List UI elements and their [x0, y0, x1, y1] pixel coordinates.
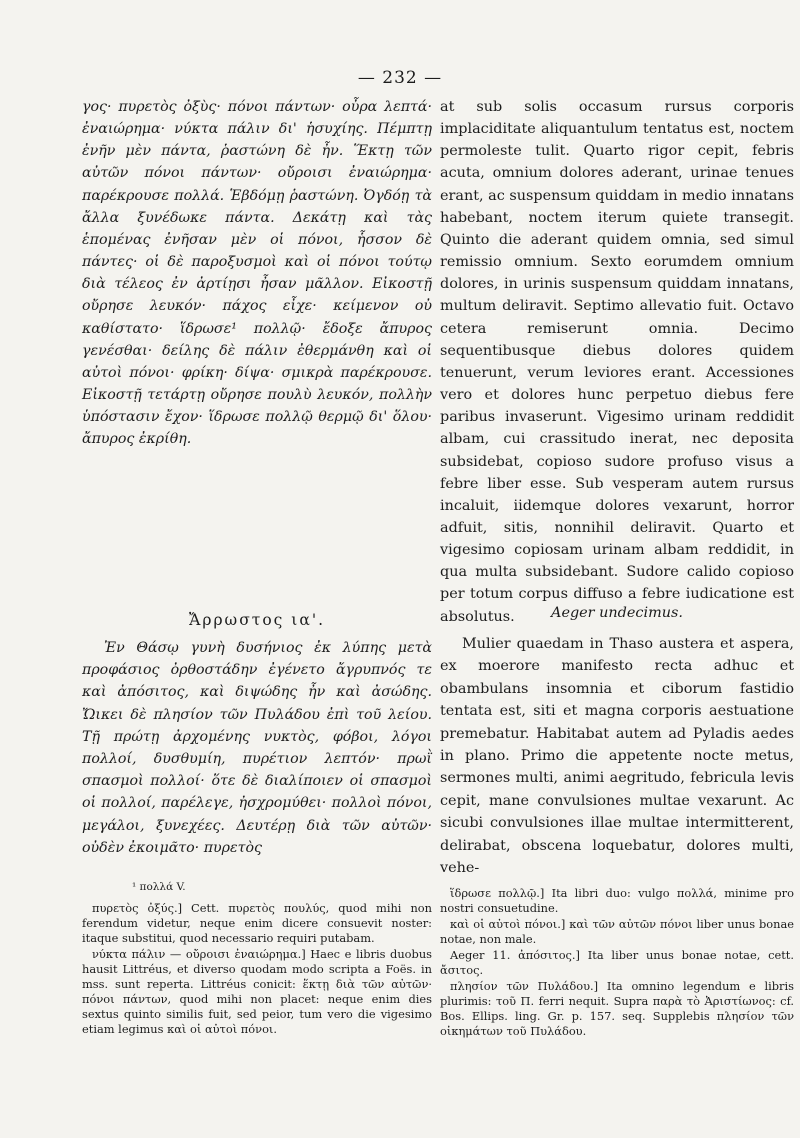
- footnote-paragraph: πλησίον τῶν Πυλάδου.] Ita omnino legendum e libris plurimis: τοῦ Π. ferri nequit. Supra παρὰ τὸ Ἀριστίωνος: cf. Bos. Ellips. ling. Gr. p. 157. seq. Supplebis πλησίον τῶν οἰκημάτων τοῦ Πυλάδου.: [440, 979, 794, 1038]
- greek-text-column-bottom: Ἐν Θάσῳ γυνὴ δυσήνιος ἐκ λύπης μετὰ προφάσιος ὀρθοστάδην ἐγένετο ἄγρυπνός τε καὶ ἀπόσιτος, καὶ διψώδης ἦν καὶ ἀσώδης. Ὤικει δὲ πλησίον τῶν Πυλάδου ἐπὶ τοῦ λείου. Τῇ πρώτῃ ἀρχομένης νυκτὸς, φόβοι, λόγοι πολλοί, δυσθυμίη, πυρέτιον λεπτόν· πρωῒ σπασμοὶ πολλοί· ὅτε δὲ διαλίποιεν οἱ σπασμοὶ οἱ πολλοί, παρέλεγε, ἠσχρομύθει· πολλοὶ πόνοι, μεγάλοι, ξυνεχέες. Δευτέρῃ διὰ τῶν αὐτῶν· οὐδὲν ἐκοιμᾶτο· πυρετὸς: [82, 640, 432, 856]
- section-heading-greek: Ἄρρωστος ια'.: [188, 611, 326, 629]
- footnote-paragraph: ἵδρωσε πολλῷ.] Ita libri duo: vulgo πολλά, minime pro nostri consuetudine.: [440, 886, 794, 915]
- footnote-paragraph: πυρετὸς ὀξύς.] Cett. πυρετὸς πουλύς, quod mihi non ferendum videtur, neque enim dicere consuevit noster: itaque substitui, quod necessario requiri putabam.: [82, 901, 432, 945]
- latin-text-column-top: at sub solis occasum rursus corporis implaciditate aliquantulum tentatus est, noctem permoleste tulit. Quarto rigor cepit, febris acuta, omnium dolores aderant, urinae tenues erant, ac suspensum quiddam in medio innatans habebant, noctem iterum quiete transegit. Quinto die aderant quidem omnia, sed simul remissio omnium. Sexto eorumdem omnium dolores, in urinis suspensum quiddam innatans, multum deliravit. Septimo allevatio fuit. Octavo cetera remiserunt omnia. Decimo sequentibusque diebus dolores quidem tenuerunt, verum leviores erant. Accessiones vero et dolores hunc perpetuo diebus fere paribus invaserunt. Vigesimo urinam reddidit albam, cui crassitudo inerat, nec deposita subsidebat, copioso sudore profuso visus a febre liber esse. Sub vesperam autem rursus incaluit, iidemque dolores vexarunt, horror adfuit, sitis, nonnihil deliravit. Quarto et vigesimo copiosam urinam albam reddidit, in qua multa subsidebant. Sudore calido copioso per totum corpus diffuso a febre iudicatione est absolutus.: [440, 99, 794, 625]
- footnotes-right: [440, 886, 794, 1040]
- greek-text-column-top: γος· πυρετὸς ὀξὺς· πόνοι πάντων· οὖρα λεπτά· ἐναιώρημα· νύκτα πάλιν δι' ἡσυχίης. Πέμπτῃ ἐνῆν μὲν πάντα, ῥαστώνη δὲ ἦν. Ἕκτῃ τῶν αὐτῶν πόνοι πάντων· οὔροισι ἐναιώρημα· παρέκρουσε πολλά. Ἑβδόμῃ ῥαστώνη. Ὀγδόῃ τὰ ἄλλα ξυνέδωκε πάντα. Δεκάτῃ καὶ τὰς ἑπομένας ἐνῆσαν μὲν οἱ πόνοι, ἧσσον δὲ πάντες· οἱ δὲ παροξυσμοὶ καὶ οἱ πόνοι τούτῳ διὰ τέλεος ἐν ἀρτίῃσι ἦσαν μᾶλλον. Εἰκοστῇ οὔρησε λευκόν· πάχος εἶχε· κείμενον οὐ καθίστατο· ἵδρωσε¹ πολλῷ· ἔδοξε ἄπυρος γενέσθαι· δείλης δὲ πάλιν ἐθερμάνθη καὶ οἱ αὐτοὶ πόνοι· φρίκη· δίψα· σμικρὰ παρέκρουσε. Εἰκοστῇ τετάρτῃ οὔρησε πουλὺ λευκόν, πολλὴν ὑπόστασιν ἔχον· ἵδρωσε πολλῷ θερμῷ δι' ὅλου· ἄπυρος ἐκρίθη.: [82, 99, 432, 448]
- footnote-paragraph: καὶ οἱ αὐτοὶ πόνοι.] καὶ τῶν αὐτῶν πόνοι liber unus bonae notae, non male.: [440, 917, 794, 946]
- section-heading-latin: Aeger undecimus.: [551, 605, 683, 621]
- footnotes-left: [82, 880, 432, 1038]
- latin-text-column-bottom: Mulier quaedam in Thaso austera et aspera, ex moerore manifesto recta adhuc et obambulans insomnia et ciborum fastidio tentata est, siti et magna corporis aestuatione premebatur. Habitabat autem ad Pyladis aedes in plano. Primo die appetente nocte metus, sermones multi, animi aegritudo, febricula levis cepit, mane convulsiones multae vexarunt. Ac sicubi convulsiones illae multae intermitterent, delirabat, obscena loquebatur, dolores multi, vehe-: [440, 636, 794, 877]
- footnote-paragraph: Aeger 11. ἀπόσιτος.] Ita liber unus bonae notae, cett. ἄσιτος.: [440, 948, 794, 977]
- footnote-mark: ¹ πολλά V.: [132, 881, 186, 893]
- page-number: — 232 —: [357, 68, 443, 88]
- footnote-paragraph: νύκτα πάλιν — οὔροισι ἐναιώρημα.] Haec e libris duobus hausit Littréus, et diverso quodam modo scripta a Foës. in mss. sunt reperta. Littréus conicit: ἕκτῃ διὰ τῶν αὐτῶν· πόνοι πάντων, quod mihi non placet: neque enim dies sextus quinto similis fuit, sed peior, tum vero die vigesimo etiam legimus καὶ οἱ αὐτοὶ πόνοι.: [82, 947, 432, 1036]
